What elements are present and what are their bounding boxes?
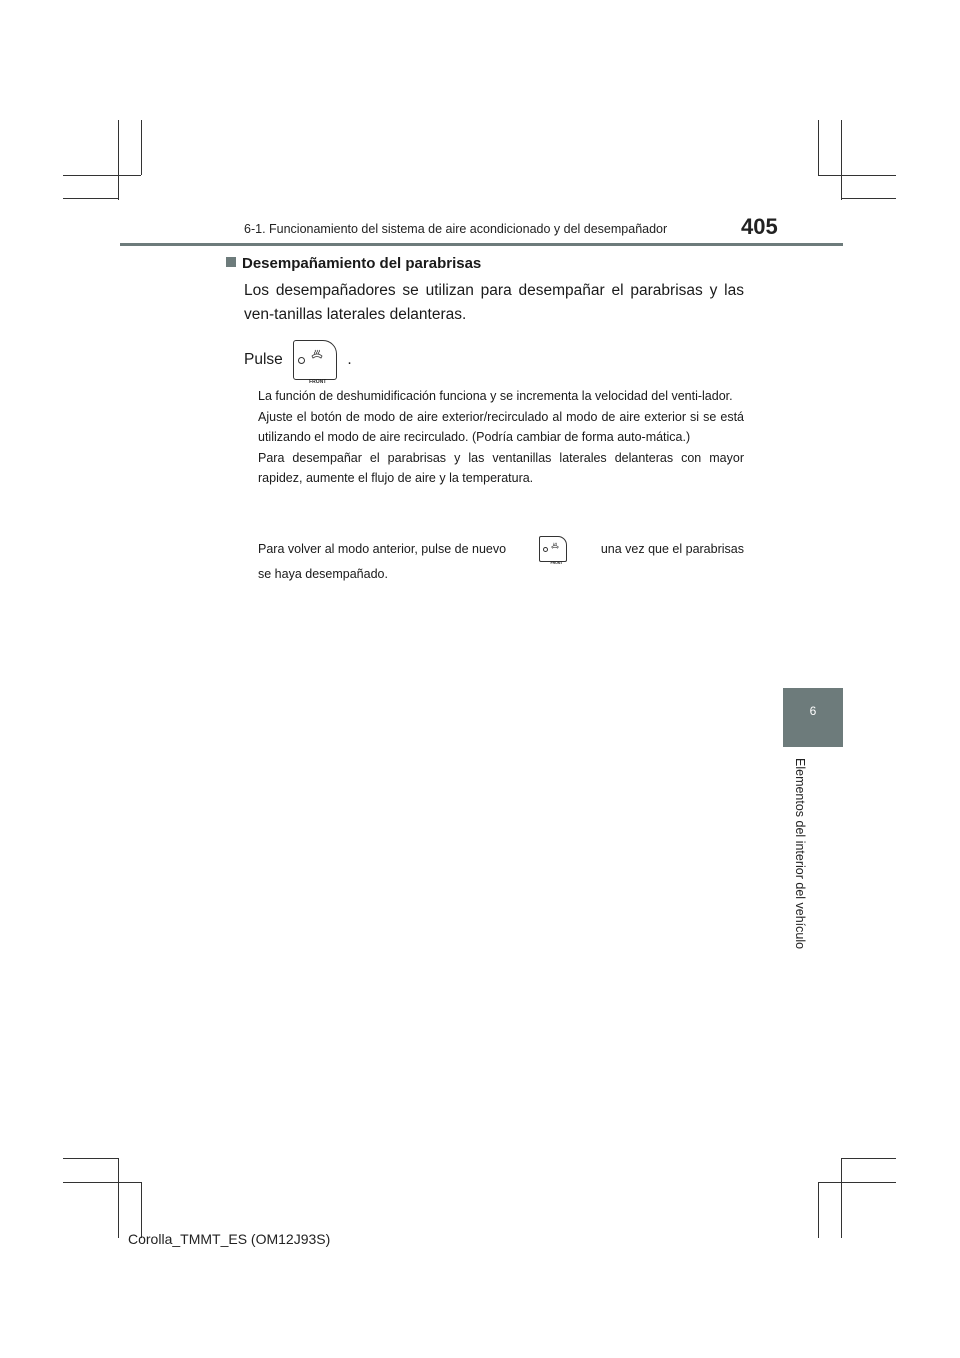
indicator-light-icon bbox=[543, 547, 548, 552]
crop-mark bbox=[841, 198, 896, 199]
note-item: La función de deshumidificación funciona y se incrementa la velocidad del venti-lador. bbox=[258, 389, 733, 403]
crop-mark bbox=[63, 175, 141, 176]
crop-mark bbox=[63, 198, 119, 199]
crop-mark bbox=[818, 1182, 819, 1238]
indicator-light-icon bbox=[298, 357, 305, 364]
page-number: 405 bbox=[741, 214, 778, 239]
crop-mark bbox=[818, 175, 896, 176]
return-note-after: una vez que el parabrisas bbox=[600, 542, 744, 556]
section-heading bbox=[226, 255, 481, 272]
heading-bullet-icon bbox=[226, 257, 236, 267]
crop-mark bbox=[118, 120, 119, 200]
crop-mark bbox=[63, 1158, 119, 1159]
front-defroster-button-icon bbox=[539, 536, 567, 565]
chapter-number: 6 bbox=[809, 704, 817, 718]
windshield-defrost-icon bbox=[311, 349, 323, 359]
return-note bbox=[258, 536, 744, 586]
crop-mark bbox=[841, 120, 842, 200]
return-note-before: Para volver al modo anterior, pulse de nuevo bbox=[258, 542, 507, 556]
crop-mark bbox=[841, 1158, 896, 1159]
heading-text: Desempañamiento del parabrisas bbox=[242, 255, 482, 272]
pulse-prefix: Pulse bbox=[244, 351, 283, 369]
return-note-line2: se haya desempañado. bbox=[258, 567, 388, 581]
notes-block bbox=[258, 386, 744, 489]
crop-mark bbox=[841, 1158, 842, 1238]
front-label: FRONT bbox=[309, 379, 327, 385]
windshield-defrost-icon bbox=[551, 542, 559, 549]
section-header: 6-1. Funcionamiento del sistema de aire acondicionado y del desempañador bbox=[244, 222, 668, 236]
chapter-title: Elementos del interior del vehículo bbox=[793, 758, 807, 950]
pulse-instruction bbox=[244, 340, 352, 385]
note-item: Para desempañar el parabrisas y las ventanillas laterales delanteras con mayor rapidez, aumente el flujo de aire y la temperatura. bbox=[258, 450, 744, 485]
note-item: Ajuste el botón de modo de aire exterior/recirculado al modo de aire exterior si se está utilizando el modo de aire recirculado. (Podría cambiar de forma auto-mática.) bbox=[258, 409, 744, 444]
footer-doc-id: Corolla_TMMT_ES (OM12J93S) bbox=[128, 1231, 331, 1247]
crop-mark bbox=[118, 1158, 119, 1238]
front-label: FRONT bbox=[550, 561, 563, 565]
crop-mark bbox=[818, 1182, 896, 1183]
pulse-suffix: . bbox=[347, 351, 352, 369]
crop-mark bbox=[141, 1182, 142, 1238]
front-defroster-button-icon bbox=[293, 340, 337, 385]
crop-mark bbox=[141, 120, 142, 175]
crop-mark bbox=[818, 120, 819, 175]
intro-paragraph: Los desempañadores se utilizan para desempañar el parabrisas y las ven-tanillas laterales delanteras. bbox=[244, 282, 744, 323]
crop-mark bbox=[63, 1182, 141, 1183]
header-divider bbox=[120, 243, 843, 246]
